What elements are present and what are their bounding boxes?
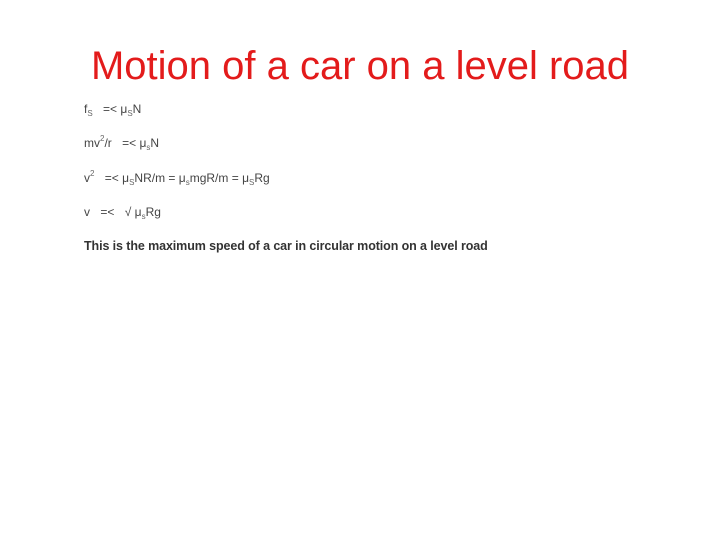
normal-force-symbol: N bbox=[150, 136, 160, 150]
static-subscript: S bbox=[248, 178, 255, 187]
static-subscript: s bbox=[146, 143, 151, 152]
static-subscript: s bbox=[141, 212, 146, 221]
equation-velocity-squared bbox=[84, 169, 270, 187]
equation-static-friction-limit bbox=[84, 100, 141, 118]
friction-symbol: f bbox=[84, 102, 88, 116]
exponent: 2 bbox=[100, 134, 105, 143]
mu-symbol: μ bbox=[120, 102, 128, 116]
normal-force-symbol: N bbox=[132, 102, 142, 116]
equation-max-velocity bbox=[84, 203, 161, 221]
static-subscript: S bbox=[87, 109, 93, 118]
equation-centripetal-force bbox=[84, 134, 159, 152]
velocity-symbol: v bbox=[84, 171, 90, 185]
static-subscript: s bbox=[185, 178, 190, 187]
relation-symbol: =< bbox=[103, 102, 118, 116]
mu-symbol: μ bbox=[134, 205, 142, 219]
velocity-symbol: v bbox=[84, 205, 90, 219]
mu-symbol: μ bbox=[139, 136, 147, 150]
equation-term: Rg bbox=[145, 205, 161, 219]
square-root-symbol: √ bbox=[124, 205, 132, 219]
slide-title: Motion of a car on a level road bbox=[90, 44, 630, 88]
exponent: 2 bbox=[90, 169, 95, 178]
relation-symbol: =< bbox=[100, 205, 115, 219]
static-subscript: S bbox=[127, 109, 133, 118]
static-subscript: S bbox=[129, 178, 135, 187]
mu-symbol: μ bbox=[178, 171, 186, 185]
relation-symbol: =< bbox=[122, 136, 137, 150]
radius-term: /r bbox=[104, 136, 112, 150]
equation-term: Rg bbox=[254, 171, 270, 185]
mu-symbol: μ bbox=[122, 171, 130, 185]
equation-term: NR/m = bbox=[134, 171, 176, 185]
relation-symbol: =< bbox=[104, 171, 119, 185]
equation-term: mgR/m = bbox=[189, 171, 239, 185]
conclusion-text: This is the maximum speed of a car in circular motion on a level road bbox=[84, 239, 488, 253]
mass-velocity-term: mv bbox=[84, 136, 100, 150]
mu-symbol: μ bbox=[242, 171, 249, 185]
